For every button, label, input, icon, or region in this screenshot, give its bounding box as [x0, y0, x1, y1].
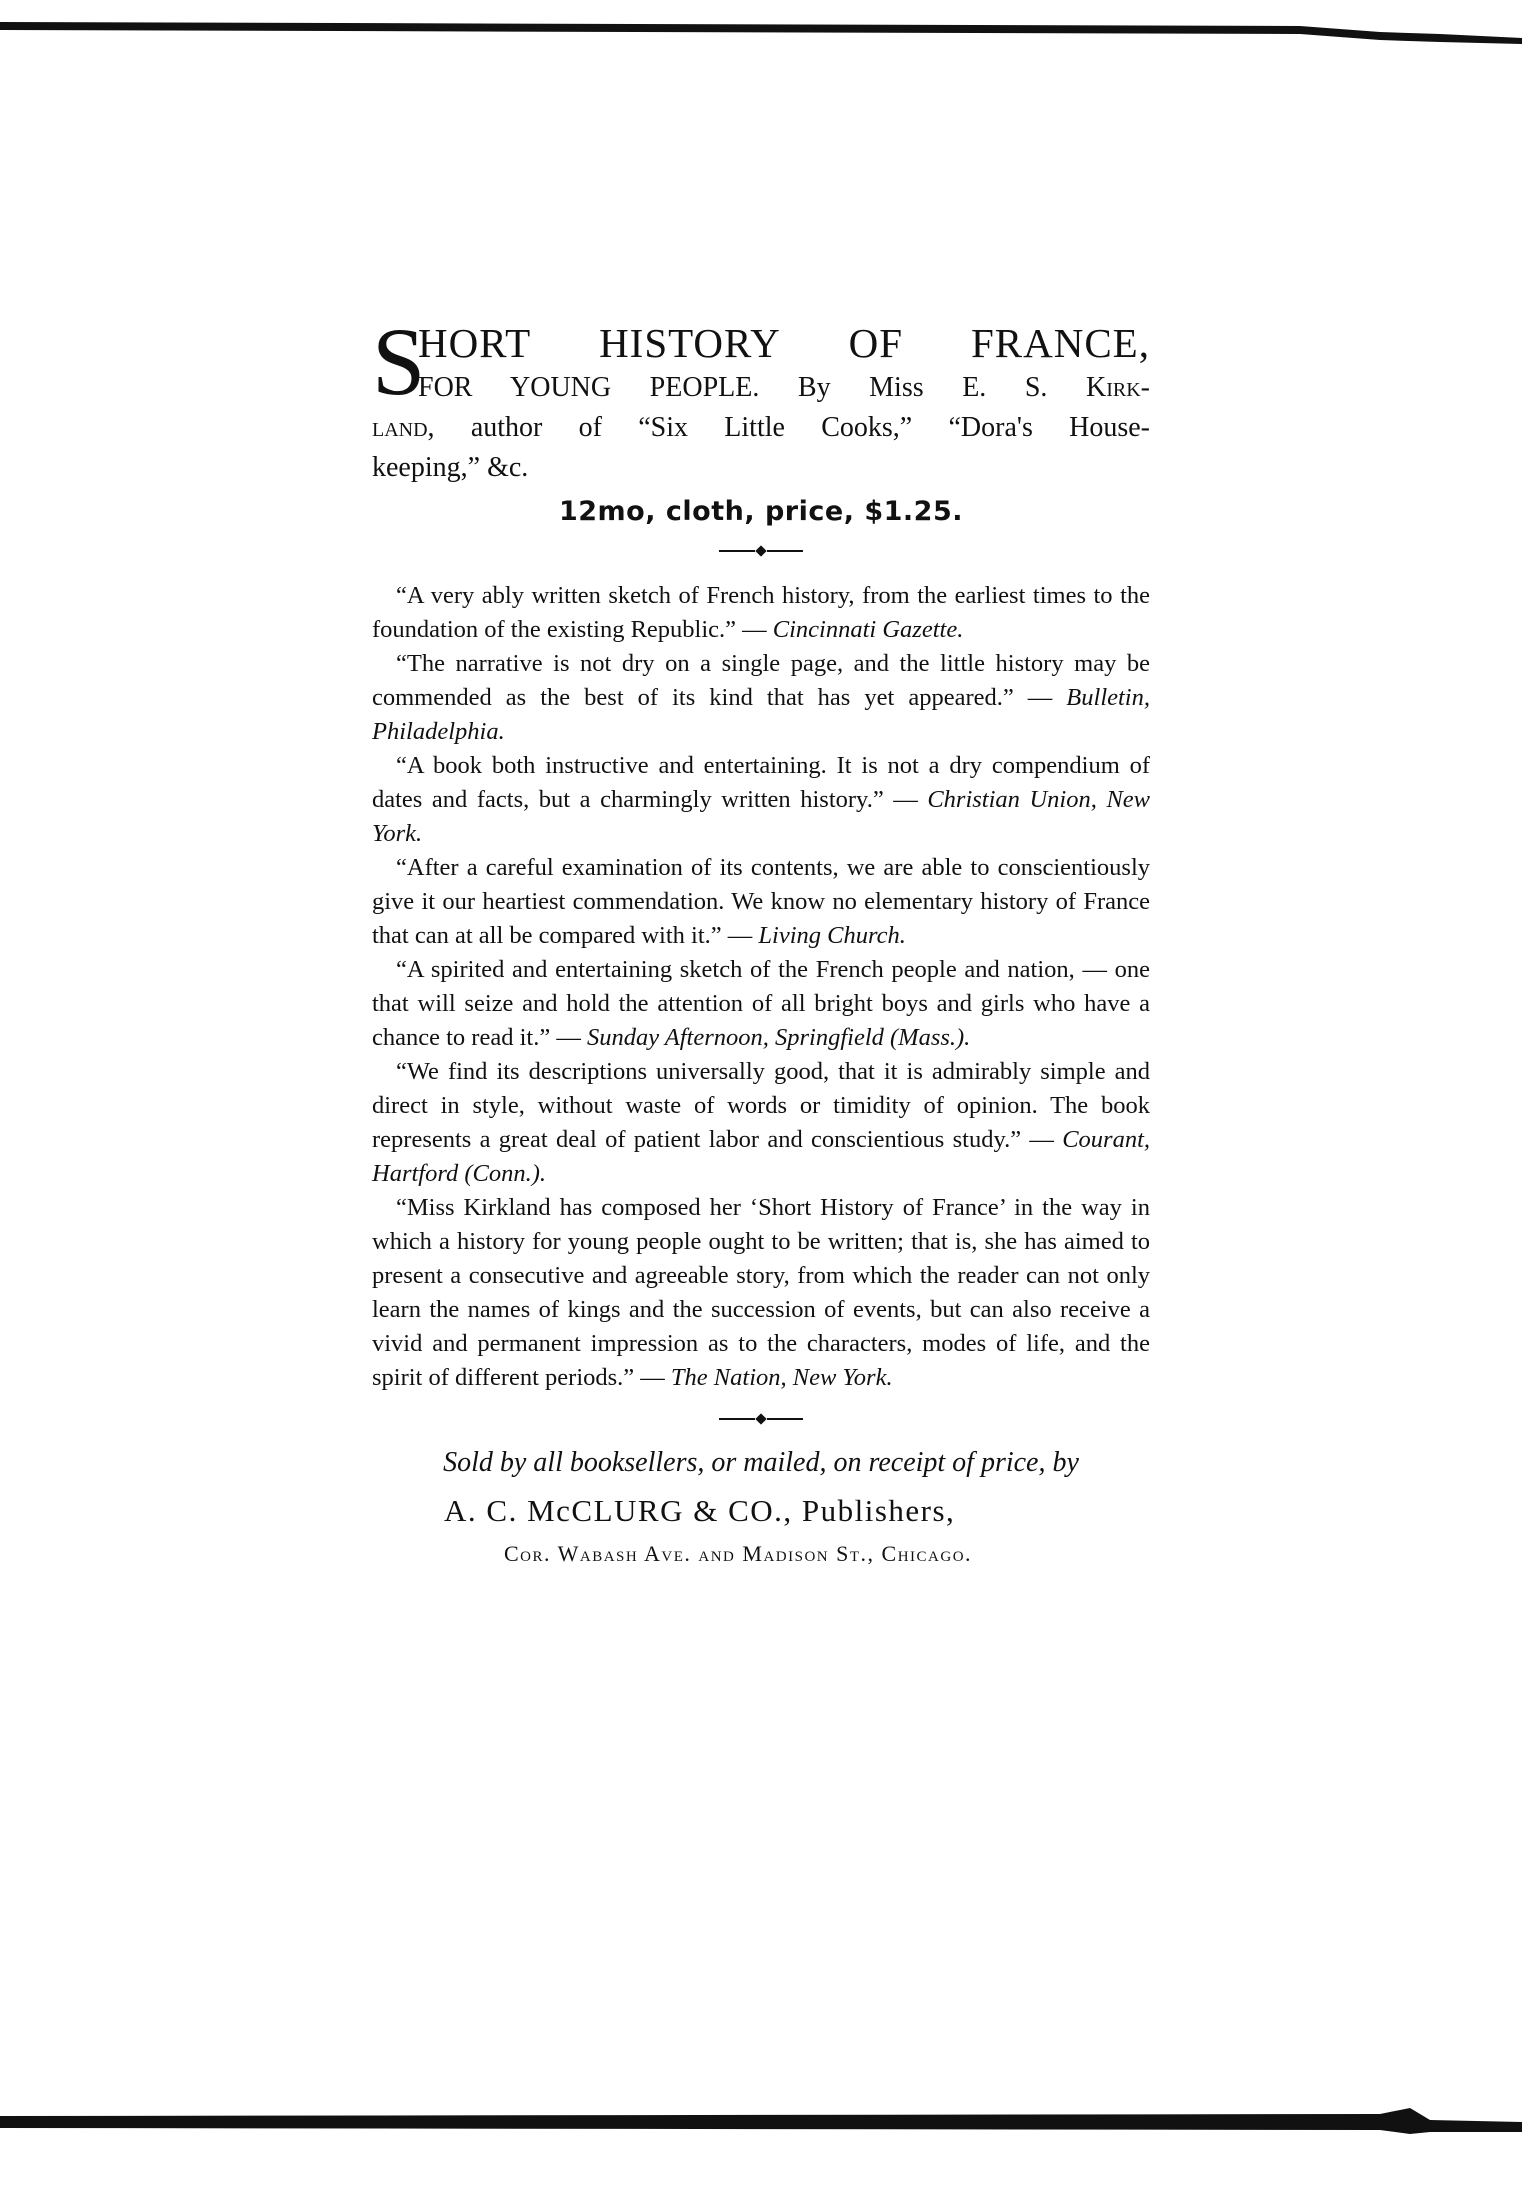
review-source: Sunday Afternoon, Springfield (Mass.).	[586, 1024, 971, 1051]
author-line-cont: keeping,” &c.	[372, 452, 529, 483]
review-quote: “A book both instructive and entertaining. It is not a dry compendium of dates and facts, but a charmingly written history.” — Christian Union, New York.	[372, 752, 1150, 847]
review-quote: “A spirited and entertaining sketch of the French people and nation, — one that will seize and hold the attention of all bright boys and girls who have a chance to read it.” — Sunday Afternoon, Springfield (Mass.).	[372, 956, 1150, 1051]
review-source: Courant, Hartford (Conn.).	[372, 1126, 1150, 1187]
title-word: OF	[848, 320, 904, 366]
review-source: Living Church.	[758, 922, 906, 949]
review-quote: “The narrative is not dry on a single page, and the little history may be commended as the best of its kind that has yet appeared.” — Bulletin, Philadelphia.	[372, 650, 1150, 745]
ornament-divider	[372, 547, 1150, 555]
review-source: Cincinnati Gazette.	[772, 616, 964, 643]
diamond-icon	[755, 1413, 766, 1424]
ornament-divider	[372, 1415, 1150, 1423]
title-word: HORT	[418, 320, 532, 366]
drop-cap: S	[372, 308, 426, 415]
publisher-address: Cor. Wabash Ave. and Madison St., Chicago.	[504, 1541, 973, 1566]
review-quote: “After a careful examination of its contents, we are able to conscientiously give it our heartiest commendation. We know no elementary history of France that can at all be compared with it.” — Living Church.	[372, 854, 1150, 949]
price-line: 12mo, cloth, price, $1.25.	[558, 496, 964, 527]
advertisement	[372, 308, 1150, 1567]
review-source: Bulletin, Philadelphia.	[372, 684, 1150, 745]
review-source: The Nation, New York.	[670, 1364, 893, 1391]
subtitle: FOR YOUNG PEOPLE. By Miss E. S. Kirk-	[418, 372, 1150, 403]
publisher-name: A. C. McCLURG & CO., Publishers,	[444, 1493, 956, 1528]
sold-by-line: Sold by all booksellers, or mailed, on receipt of price, by	[443, 1447, 1079, 1478]
review-quote: “A very ably written sketch of French history, from the earliest times to the foundation of the existing Republic.” — Cincinnati Gazette.	[372, 582, 1150, 643]
title-block	[372, 308, 1150, 488]
bottom-border-rule	[0, 2104, 1522, 2148]
review-quote: “We find its descriptions universally good, that it is admirably simple and direct in style, without waste of words or timidity of opinion. The book represents a great deal of patient labor and conscientious study.” — Courant, Hartford (Conn.).	[372, 1058, 1150, 1187]
review-quote: “Miss Kirkland has composed her ‘Short History of France’ in the way in which a history for young people ought to be written; that is, she has aimed to present a consecutive and agreeable story, from which the reader can not only learn the names of kings and the succession of events, but can also receive a vivid and permanent impression as to the characters, modes of life, and the spirit of different periods.” — The Nation, New York.	[372, 1194, 1150, 1391]
top-border-rule	[0, 14, 1522, 50]
book-title	[418, 318, 1150, 368]
diamond-icon	[755, 545, 766, 556]
title-word: HISTORY	[599, 320, 781, 366]
review-source: Christian Union, New York.	[372, 786, 1150, 847]
author-line: land, author of “Six Little Cooks,” “Dora's House-	[372, 412, 1150, 443]
review-list	[372, 579, 1150, 1395]
title-word: FRANCE,	[970, 320, 1150, 366]
